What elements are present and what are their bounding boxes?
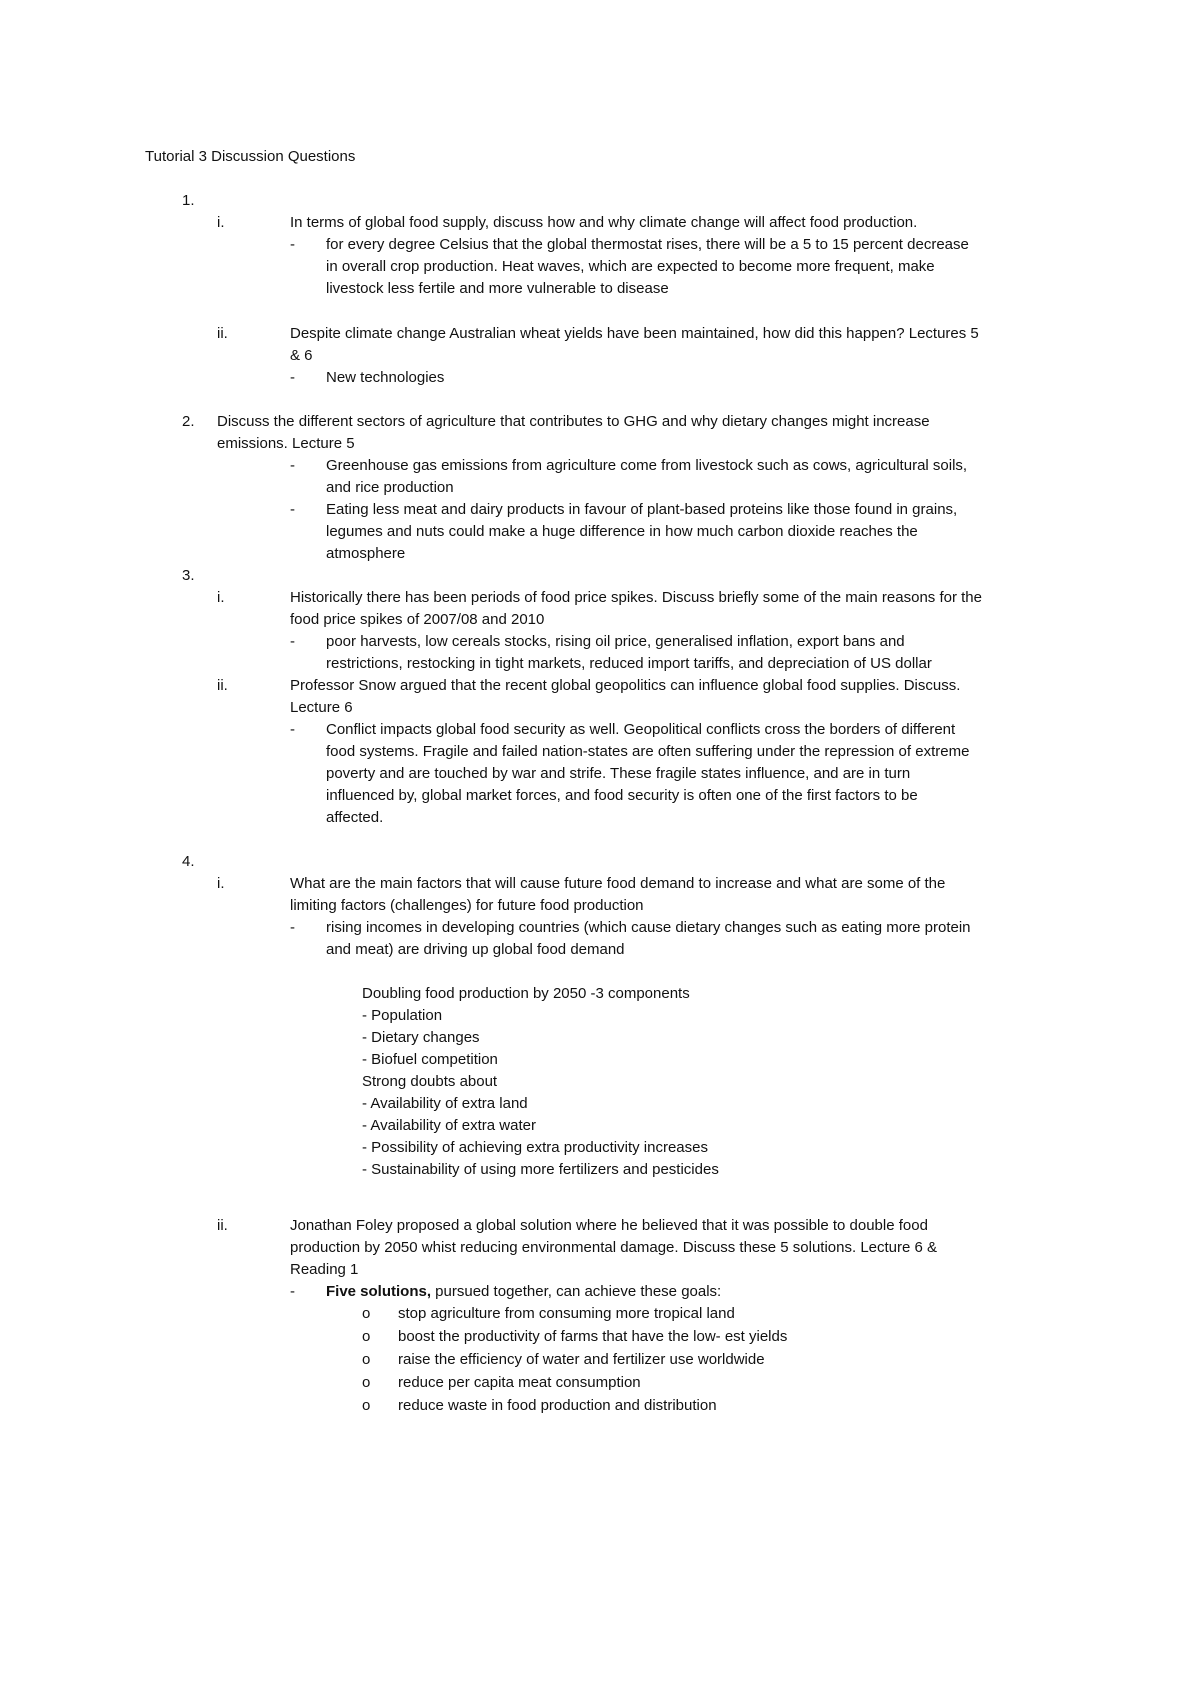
q3-i-answer-line: poor harvests, low cereals stocks, rising oil price, generalised inflation, export bans and (326, 633, 905, 650)
q2-answer2-line: Eating less meat and dairy products in favour of plant-based proteins like those found in grains, (326, 501, 958, 518)
solution-item: raise the efficiency of water and fertilizer use worldwide (398, 1351, 765, 1368)
q4-i-note-line: - Sustainability of using more fertilizers and pesticides (362, 1161, 719, 1178)
solution-item: stop agriculture from consuming more tropical land (398, 1305, 735, 1322)
q2-answer2-line: atmosphere (326, 545, 406, 562)
q2-question-line: Discuss the different sectors of agriculture that contributes to GHG and why dietary changes might increase (217, 413, 930, 430)
q4-i-note-line: - Population (362, 1007, 443, 1024)
solution-item: boost the productivity of farms that have the low- est yields (398, 1328, 788, 1345)
circle-bullet: o (362, 1397, 371, 1414)
q4-i-question-line: What are the main factors that will cause future food demand to increase and what are some of the (290, 875, 946, 892)
q4-i-question-line: limiting factors (challenges) for future food production (290, 897, 644, 914)
q3-ii-answer-line: poverty and are touched by war and strife. These fragile states influence, and are in turn (326, 765, 911, 782)
q4-ii-number: ii. (217, 1217, 228, 1234)
q4-ii-question-line: Jonathan Foley proposed a global solution where he believed that it was possible to double food (290, 1217, 928, 1234)
solution-item: reduce per capita meat consumption (398, 1374, 641, 1391)
q3-ii-question-line: Professor Snow argued that the recent global geopolitics can influence global food supplies. Discuss. (290, 677, 961, 694)
q4-i-note-line: - Possibility of achieving extra productivity increases (362, 1139, 708, 1156)
dash-bullet: - (290, 457, 295, 474)
q1-i-answer-line: in overall crop production. Heat waves, which are expected to become more frequent, make (326, 258, 935, 275)
q3-i-question-line: Historically there has been periods of food price spikes. Discuss briefly some of the main reasons for the (290, 589, 982, 606)
q4-i-answer-line: and meat) are driving up global food demand (326, 941, 625, 958)
dash-bullet: - (290, 919, 295, 936)
q4-i-note-line: - Dietary changes (362, 1029, 480, 1046)
question-4-number: 4. (182, 853, 195, 870)
q2-answer1-line: Greenhouse gas emissions from agriculture come from livestock such as cows, agricultural soils, (326, 457, 968, 474)
document-title: Tutorial 3 Discussion Questions (145, 148, 356, 165)
q4-i-answer-line: rising incomes in developing countries (which cause dietary changes such as eating more protein (326, 919, 971, 936)
solution-item: reduce waste in food production and distribution (398, 1397, 717, 1414)
q3-ii-answer-line: Conflict impacts global food security as well. Geopolitical conflicts cross the borders of different (326, 721, 956, 738)
q4-ii-question-line: production by 2050 whist reducing environmental damage. Discuss these 5 solutions. Lecture 6 & (290, 1239, 938, 1256)
q1-i-answer-line: for every degree Celsius that the global thermostat rises, there will be a 5 to 15 percent decrease (326, 236, 969, 253)
q1-ii-answer: New technologies (326, 369, 445, 386)
q4-i-note-line: - Availability of extra land (362, 1095, 528, 1112)
q1-ii-question-line: & 6 (290, 347, 313, 364)
q4-i-note-line: - Biofuel competition (362, 1051, 498, 1068)
q2-question-line: emissions. Lecture 5 (217, 435, 355, 452)
circle-bullet: o (362, 1305, 371, 1322)
q4-i-note-line: Doubling food production by 2050 -3 components (362, 985, 690, 1002)
q1-ii-number: ii. (217, 325, 228, 342)
q1-ii-question-line: Despite climate change Australian wheat yields have been maintained, how did this happen? Lectures 5 (290, 325, 979, 342)
q3-ii-number: ii. (217, 677, 228, 694)
q3-i-question-line: food price spikes of 2007/08 and 2010 (290, 611, 545, 628)
circle-bullet: o (362, 1351, 371, 1368)
dash-bullet: - (290, 1283, 295, 1300)
q4-i-note-line: - Availability of extra water (362, 1117, 536, 1134)
dash-bullet: - (290, 236, 295, 253)
q4-i-number: i. (217, 875, 225, 892)
q3-i-answer-line: restrictions, restocking in tight markets, reduced import tariffs, and depreciation of US dollar (326, 655, 932, 672)
circle-bullet: o (362, 1374, 371, 1391)
q3-ii-answer-line: influenced by, global market forces, and food security is often one of the first factors to be (326, 787, 918, 804)
q1-i-number: i. (217, 214, 225, 231)
dash-bullet: - (290, 721, 295, 738)
dash-bullet: - (290, 633, 295, 650)
question-1-number: 1. (182, 192, 195, 209)
q3-i-number: i. (217, 589, 225, 606)
q3-ii-answer-line: affected. (326, 809, 384, 826)
dash-bullet: - (290, 369, 295, 386)
q2-answer1-line: and rice production (326, 479, 454, 496)
q4-ii-answer (326, 1282, 721, 1302)
q4-ii-answer-bold: Five solutions, (326, 1283, 432, 1300)
q4-ii-question-line: Reading 1 (290, 1261, 359, 1278)
q3-ii-answer-line: food systems. Fragile and failed nation-states are often suffering under the repression of extreme (326, 743, 970, 760)
dash-bullet: - (290, 501, 295, 518)
q4-ii-answer-rest: pursued together, can achieve these goals: (431, 1283, 722, 1300)
q4-i-note-line: Strong doubts about (362, 1073, 498, 1090)
question-2-number: 2. (182, 413, 195, 430)
q2-answer2-line: legumes and nuts could make a huge difference in how much carbon dioxide reaches the (326, 523, 918, 540)
circle-bullet: o (362, 1328, 371, 1345)
question-3-number: 3. (182, 567, 195, 584)
q1-i-answer-line: livestock less fertile and more vulnerable to disease (326, 280, 669, 297)
q3-ii-question-line: Lecture 6 (290, 699, 353, 716)
q1-i-question: In terms of global food supply, discuss how and why climate change will affect food production. (290, 214, 918, 231)
